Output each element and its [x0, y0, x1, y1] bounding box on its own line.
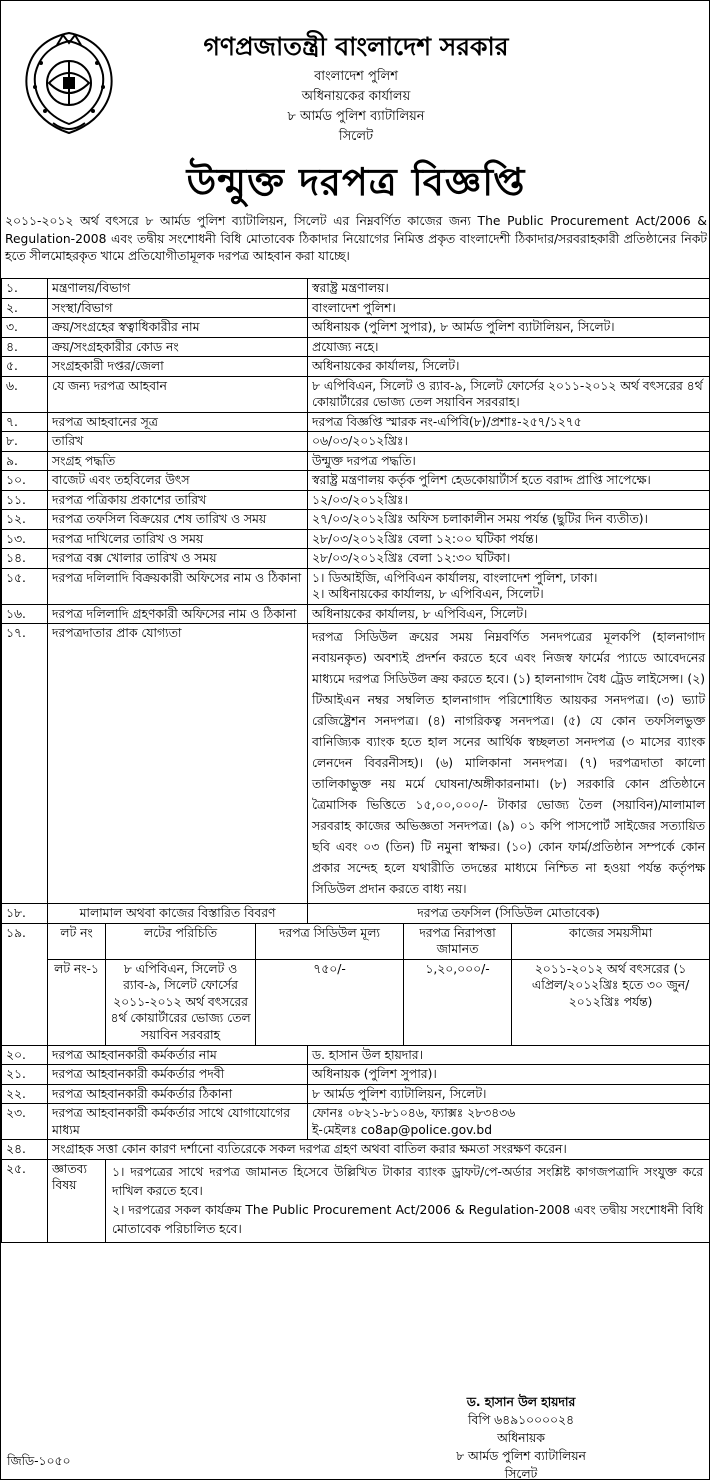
seller-office-1: ১। ডিআইজি, এপিবিএন কার্যালয়, বাংলাদেশ পুলিশ, ঢাকা। — [312, 570, 598, 585]
schedule-price: ৭৫০/- — [256, 959, 404, 1045]
table-row: ১৯. লট নং লটের পরিচিতি দরপত্র সিডিউল মূল্য দরপত্র নিরাপত্তা জামানত কাজের সময়সীমা — [2, 923, 710, 959]
org-line-battalion: ৮ আর্মড পুলিশ ব্যাটালিয়ন — [287, 109, 425, 124]
signatory-unit: ৮ আর্মড পুলিশ ব্যাটালিয়ন — [456, 1449, 586, 1463]
table-row: ১. মন্ত্রণালয়/বিভাগ স্বরাষ্ট্র মন্ত্রণালয়। — [2, 279, 710, 299]
table-row: ৭. দরপত্র আহবানের সূত্র দরপত্র বিজ্ঞপ্তি স্মারক নং-এপিবি(৮)/প্রশাঃ-২৫৭/১২৭৫ — [2, 412, 710, 432]
table-row: ১৫. দরপত্র দলিলাদি বিক্রয়কারী অফিসের নাম ও ঠিকানা ১। ডিআইজি, এপিবিএন কার্যালয়, বাংলাদেশ পুলিশ, ঢাকা। ২। অধিনায়কের কার্যালয়, ৮ এপিবিএন, সিলেট। — [2, 568, 710, 604]
intro-paragraph: ২০১১-২০১২ অর্থ বৎসরে ৮ আর্মড পুলিশ ব্যাটালিয়ন, সিলেট এর নিম্নবর্ণিত কাজের জন্য The Public Procurement Act/2006 & Regulation-2008 এবং তদ্বীয় সংশোধনী বিধি মোতাবেক ঠিকাদার নিয়োগের নিমিত্ত প্রকৃত বাংলাদেশী ঠিকাদার/সরবরাহকারী প্রতিষ্ঠানের নিকট হতে সীলমোহরকৃত খামে প্রতিযোগীতামূলক দরপত্র আহবান করা যাচ্ছে। — [5, 214, 707, 263]
table-row — [2, 959, 710, 1045]
table-row: ২৪. সংগ্রাহক সত্তা কোন কারণ দর্শানো ব্যতিরেকে সকল দরপত্র গ্রহণ অথবা বাতিল করার ক্ষমতা সংরক্ষণ করেন। — [2, 1140, 710, 1160]
org-line-city: সিলেট — [338, 129, 374, 144]
lot-description: ৮ এপিবিএন, সিলেট ও র‍্যাব-৯, সিলেট ফোর্সের ২০১১-২০১২ অর্থ বৎসরের ৪র্থ কোয়ার্টারের ভোজ্য তেল সয়াবিন সরবরাহ — [106, 959, 256, 1045]
table-row: ২১. দরপত্র আহবানকারী কর্মকর্তার পদবী অধিনায়ক (পুলিশ সুপার)। — [2, 1065, 710, 1085]
signatory-name: ড. হাসান উল হায়দার — [466, 1395, 576, 1409]
signatory-place: সিলেট — [504, 1467, 538, 1481]
signature-block — [401, 1393, 641, 1483]
seller-office-2: ২। অধিনায়কের কার্যালয়, ৮ এপিবিএন, সিলেট। — [312, 587, 544, 601]
table-row: ২০. দরপত্র আহবানকারী কর্মকর্তার নাম ড. হাসান উল হায়দার। — [2, 1045, 710, 1065]
tender-table — [1, 278, 710, 1243]
table-row: ৪. ক্রয়/সংগ্রহকারীর কোড নং প্রযোজ্য নহে। — [2, 337, 710, 357]
org-line-office: অধিনায়কের কার্যালয় — [301, 89, 411, 104]
gd-number: জিডি-১০৫০ — [7, 1454, 71, 1468]
table-row: ২৫. জ্ঞাতব্য বিষয় ১। দরপত্রের সাথে দরপত্র জামানত হিসেবে উল্লিখিত টাকার ব্যাংক ড্রাফট/পে-অর্ডার সংশ্লিষ্ট কাগজপত্রাদি সংযুক্ত করে দাখিল করতে হবে। ২। দরপত্রের সকল কার্যক্রম The Public Procurement Act/2006 & Regulation-2008 এবং তদ্বীয় সংশোধনী বিধি মোতাবেক পরিচালিত হবে। — [2, 1159, 710, 1242]
table-row: ১৭. দরপত্রদাতার প্রাক যোগ্যতা দরপত্র সিডিউল ক্রয়ের সময় নিম্নবর্ণিত সনদপত্রের মূলকপি (হালনাগাদ নবায়নকৃত) অবশ্যই প্রদর্শন করতে হবে এবং নিজস্ব ফার্মের প্যাডে আবেদনের মাধ্যমে দরপত্র সিডিউল ক্রয় করতে হবে। (১) হালনাগাদ বৈধ ট্রেড লাইসেন্স। (২) টিআইএন নম্বর সম্বলিত হালনাগাদ পরিশোধিত আয়কর সনদপত্র। (৩) ভ্যাট রেজিষ্ট্রেশন সনদপত্র। (৪) নাগরিকত্ব সনদপত্র। (৫) যে কোন তফসিলভুক্ত বানিজ্যিক ব্যাংক হতে হাল সনের আর্থিক স্বচ্ছলতা সনদপত্র (৩ মাসের ব্যাংক লেনদেন বিবরনীসহ)। (৬) মালিকানা সনদপত্র। (৭) দরপত্রদাতা কালো তালিকাভুক্ত নয় মর্মে ঘোষনা/অঙ্গীকারনামা। (৮) সরকারি কোন প্রতিষ্ঠানে ত্রৈমাসিক ভিত্তিতে ১৫,০০,০০০/- টাকার ভোজ্য তৈল (সয়াবিন)/মালামাল সরবরাহ কাজের অভিজ্ঞতা সনদপত্র। (৯) ০১ কপি পাসপোর্ট সাইজের সত্যায়িত ছবি এবং ০৩ (তিন) টি নমুনা স্বাক্ষর। (১০) কোন ফার্ম/প্রতিষ্ঠান সম্পর্কে কোন প্রকার সন্দেহ হলে যথারীতি তদন্তের মাধ্যমে নিশ্চিত না হওয়া পর্যন্ত কর্তৃপক্ষ সিডিউল প্রদান করতে বাধ্য নয়। — [2, 624, 710, 904]
security-money: ১,২০,০০০/- — [404, 959, 512, 1045]
table-row: ১৮. মালামাল অথবা কাজের বিস্তারিত বিবরণ দরপত্র তফসিল (সিডিউল মোতাবেক) — [2, 904, 710, 924]
signatory-designation: অধিনায়ক — [497, 1431, 545, 1445]
note-2: ২। দরপত্রের সকল কার্যক্রম The Public Procurement Act/2006 & Regulation-2008 এবং তদ্বীয় সংশোধনী বিধি মোতাবেক পরিচালিত হবে। — [112, 1202, 704, 1236]
table-row: ২. সংস্থা/বিভাগ বাংলাদেশ পুলিশ। — [2, 298, 710, 318]
lot-number: লট নং-১ — [48, 959, 106, 1045]
phone-fax: ফোনঃ ০৮২১-৮১০৪৬, ফ্যাক্সঃ ২৮৩৪৩৬ — [312, 1106, 516, 1120]
table-row: ৩. ক্রয়/সংগ্রহের স্বত্বাধিকারীর নাম অধিনায়ক (পুলিশ সুপার), ৮ আর্মড পুলিশ ব্যাটালিয়ন, সিলেট। — [2, 318, 710, 338]
table-row: ২২. দরপত্র আহবানকারী কর্মকর্তার ঠিকানা ৮ আর্মড পুলিশ ব্যাটালিয়ন, সিলেট। — [2, 1084, 710, 1104]
signatory-bp: বিপি ৬৪৯১০০০০২৪ — [467, 1413, 575, 1427]
eligibility-text: দরপত্র সিডিউল ক্রয়ের সময় নিম্নবর্ণিত সনদপত্রের মূলকপি (হালনাগাদ নবায়নকৃত) অবশ্যই প্রদর্শন করতে হবে এবং নিজস্ব ফার্মের প্যাডে আবেদনের মাধ্যমে দরপত্র সিডিউল ক্রয় করতে হবে। (১) হালনাগাদ বৈধ ট্রেড লাইসেন্স। (২) টিআইএন নম্বর সম্বলিত হালনাগাদ পরিশোধিত আয়কর সনদপত্র। (৩) ভ্যাট রেজিষ্ট্রেশন সনদপত্র। (৪) নাগরিকত্ব সনদপত্র। (৫) যে কোন তফসিলভুক্ত বানিজ্যিক ব্যাংক হতে হাল সনের আর্থিক স্বচ্ছলতা সনদপত্র (৩ মাসের ব্যাংক লেনদেন বিবরনীসহ)। (৬) মালিকানা সনদপত্র। (৭) দরপত্রদাতা কালো তালিকাভুক্ত নয় মর্মে ঘোষনা/অঙ্গীকারনামা। (৮) সরকারি কোন প্রতিষ্ঠানে ত্রৈমাসিক ভিত্তিতে ১৫,০০,০০০/- টাকার ভোজ্য তৈল (সয়াবিন)/মালামাল সরবরাহ কাজের অভিজ্ঞতা সনদপত্র। (৯) ০১ কপি পাসপোর্ট সাইজের সত্যায়িত ছবি এবং ০৩ (তিন) টি নমুনা স্বাক্ষর। (১০) কোন ফার্ম/প্রতিষ্ঠান সম্পর্কে কোন প্রকার সন্দেহ হলে যথারীতি তদন্তের মাধ্যমে নিশ্চিত না হওয়া পর্যন্ত কর্তৃপক্ষ সিডিউল প্রদান করতে বাধ্য নয়। — [308, 624, 710, 904]
government-title: গণপ্রজাতন্ত্রী বাংলাদেশ সরকার — [203, 32, 509, 61]
table-row: ১৬. দরপত্র দলিলাদি গ্রহণকারী অফিসের নাম ও ঠিকানা অধিনায়কের কার্যালয়, ৮ এপিবিএন, সিলেট। — [2, 604, 710, 624]
table-row: ৮. তারিখ ০৬/০৩/২০১২খ্রিঃ। — [2, 432, 710, 452]
table-row: ৬. যে জন্য দরপত্র আহবান ৮ এপিবিএন, সিলেট ও র‍্যাব-৯, সিলেট ফোর্সের ২০১১-২০১২ অর্থ বৎসরের ৪র্থ কোয়ার্টারের ভোজ্য তেল সয়াবিন সরবরাহ। — [2, 376, 710, 412]
work-period: ২০১১-২০১২ অর্থ বৎসরের (১ এপ্রিল/২০১২খ্রিঃ হতে ৩০ জুন/২০১২খ্রিঃ পর্যন্ত) — [512, 959, 710, 1045]
notice-title: উন্মুক্ত দরপত্র বিজ্ঞপ্তি — [186, 160, 526, 204]
table-row: ৯. সংগ্রহ পদ্ধতি উন্মুক্ত দরপত্র পদ্ধতি। — [2, 451, 710, 471]
table-row: ২৩. দরপত্র আহবানকারী কর্মকর্তার সাথে যোগাযোগের মাধ্যম ফোনঃ ০৮২১-৮১০৪৬, ফ্যাক্সঃ ২৮৩৪৩৬ ই-মেইলঃ co8ap@police.gov.bd — [2, 1104, 710, 1140]
table-row: ১৪. দরপত্র বক্স খোলার তারিখ ও সময় ২৮/০৩/২০১২খ্রিঃ বেলা ১২:৩০ ঘটিকা। — [2, 549, 710, 569]
email-address: ই-মেইলঃ co8ap@police.gov.bd — [312, 1122, 493, 1137]
table-row: ১০. বাজেট এবং তহবিলের উৎস স্বরাষ্ট্র মন্ত্রণালয় কর্তৃক পুলিশ হেডকোয়ার্টার্স হতে বরাদ্দ প্রাপ্তি সাপেক্ষে। — [2, 471, 710, 491]
table-row: ১৩. দরপত্র দাখিলের তারিখ ও সময় ২৮/০৩/২০১২খ্রিঃ বেলা ১২:০০ ঘটিকা পর্যন্ত। — [2, 529, 710, 549]
note-1: ১। দরপত্রের সাথে দরপত্র জামানত হিসেবে উল্লিখিত টাকার ব্যাংক ড্রাফট/পে-অর্ডার সংশ্লিষ্ট কাগজপত্রাদি সংযুক্ত করে দাখিল করতে হবে। — [112, 1164, 704, 1198]
table-row: ১২. দরপত্র তফসিল বিক্রয়ের শেষ তারিখ ও সময় ২৭/০৩/২০১২খ্রিঃ অফিস চলাকালীন সময় পর্যন্ত (ছুটির দিন ব্যতীত)। — [2, 510, 710, 530]
org-line-police: বাংলাদেশ পুলিশ — [314, 69, 398, 84]
table-row: ৫. সংগ্রহকারী দপ্তর/জেলা অধিনায়কের কার্যালয়, সিলেট। — [2, 357, 710, 377]
table-row: ১১. দরপত্র পত্রিকায় প্রকাশের তারিখ ১২/০৩/২০১২খ্রিঃ। — [2, 490, 710, 510]
